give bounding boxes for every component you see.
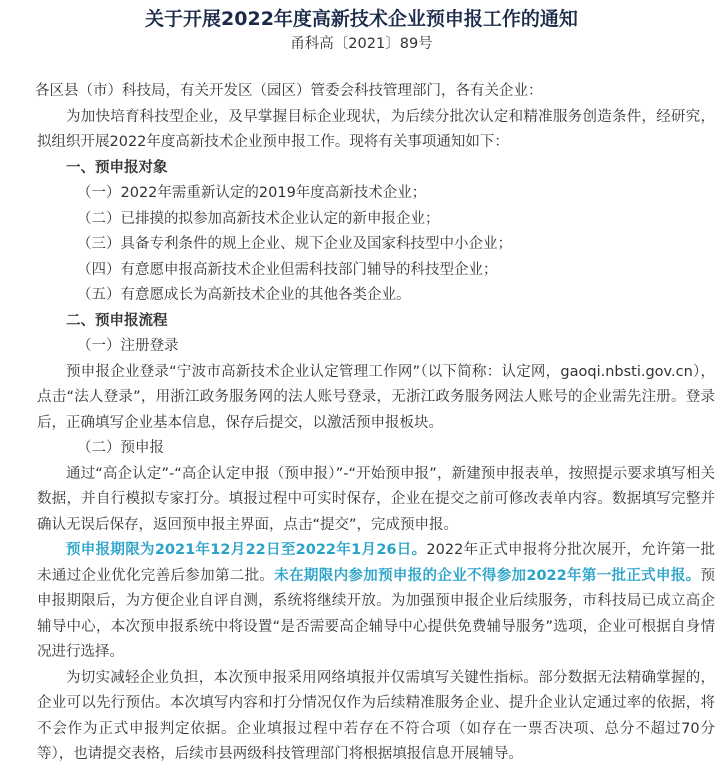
target-item-4: （四）有意愿申报高新技术企业但需科技部门辅导的科技型企业； [77,261,498,278]
subsection-heading-prereport: （二）预申报 [77,440,164,456]
period-text-1: 2022年正式申报将分批次展开，允许第一批未通过企业优化完善后参加第二批。 [37,542,715,584]
intro-paragraph: 为加快培育科技型企业，及早掌握目标企业现状，为后续分批次认定和精准服务创造条件，经研究，拟组织开展2022年度高新技术企业预申报工作。现将有关事项通知如下： [37,108,715,150]
period-text-2: 预申报期限后，为方便企业自评自测，系统将继续开放。为加强预申报企业后续服务，市科技局已成立高企辅导中心，本次预申报系统中将设置“是否需要高企辅导中心提供免费辅导服务”选项，企业可根据自身情况进行选择。 [37,567,715,660]
period-highlight: 预申报期限为2021年12月22日至2022年1月26日。 [66,542,427,558]
period-highlight-2: 未在期限内参加预申报的企业不得参加2022年第一批正式申报。 [274,567,701,584]
document-number: 甬科高〔2021〕89号 [290,36,433,52]
register-paragraph: 预申报企业登录“宁波市高新技术企业认定管理工作网”（以下简称：认定网，gaoqi.nbsti.gov.cn），点击“法人登录”，用浙江政务服务网的法人账号登录，无浙江政务服务网法人账号的企业需先注册。登录后，正确填写企业基本信息，保存后提交，以激活预申报板块。 [37,363,715,431]
period-paragraph [37,538,715,666]
subsection-heading-register: （一）注册登录 [77,338,179,354]
burden-paragraph: 为切实减轻企业负担，本次预申报采用网络填报并仅需填写关键性指标。部分数据无法精确掌握的，企业可以先行预估。本次填写内容和打分情况仅作为后续精准服务企业、提升企业认定通过率的依据，将不会作为正式申报判定依据。企业填报过程中若存在不符合项（如存在一票否决项、总分不超过70分等），也请提交表格，后续市县两级科技管理部门将根据填报信息开展辅导。 [37,669,715,762]
target-item-5: （五）有意愿成长为高新技术企业的其他各类企业。 [77,287,411,303]
prereport-paragraph: 通过“高企认定”-“高企认定申报（预申报）”-“开始预申报”，新建预申报表单，按照提示要求填写相关数据，并自行模拟专家打分。填报过程中可实时保存，企业在提交之前可修改表单内容。数据填写完整并确认无误后保存，返回预申报主界面，点击“提交”，完成预申报。 [37,465,715,533]
target-item-1: （一）2022年需重新认定的2019年度高新技术企业； [77,185,427,201]
section-heading-targets: 一、预申报对象 [66,159,168,176]
notice-title: 关于开展2022年度高新技术企业预申报工作的通知 [145,8,578,30]
spacer [37,55,715,79]
target-item-2: （二）已排摸的拟参加高新技术企业认定的新申报企业； [77,210,440,227]
section-heading-process: 二、预申报流程 [66,312,168,329]
salutation: 各区县（市）科技局，有关开发区（园区）管委会科技管理部门，各有关企业： [35,83,543,99]
target-item-3: （三）具备专利条件的规上企业、规下企业及国家科技型中小企业； [77,236,512,252]
